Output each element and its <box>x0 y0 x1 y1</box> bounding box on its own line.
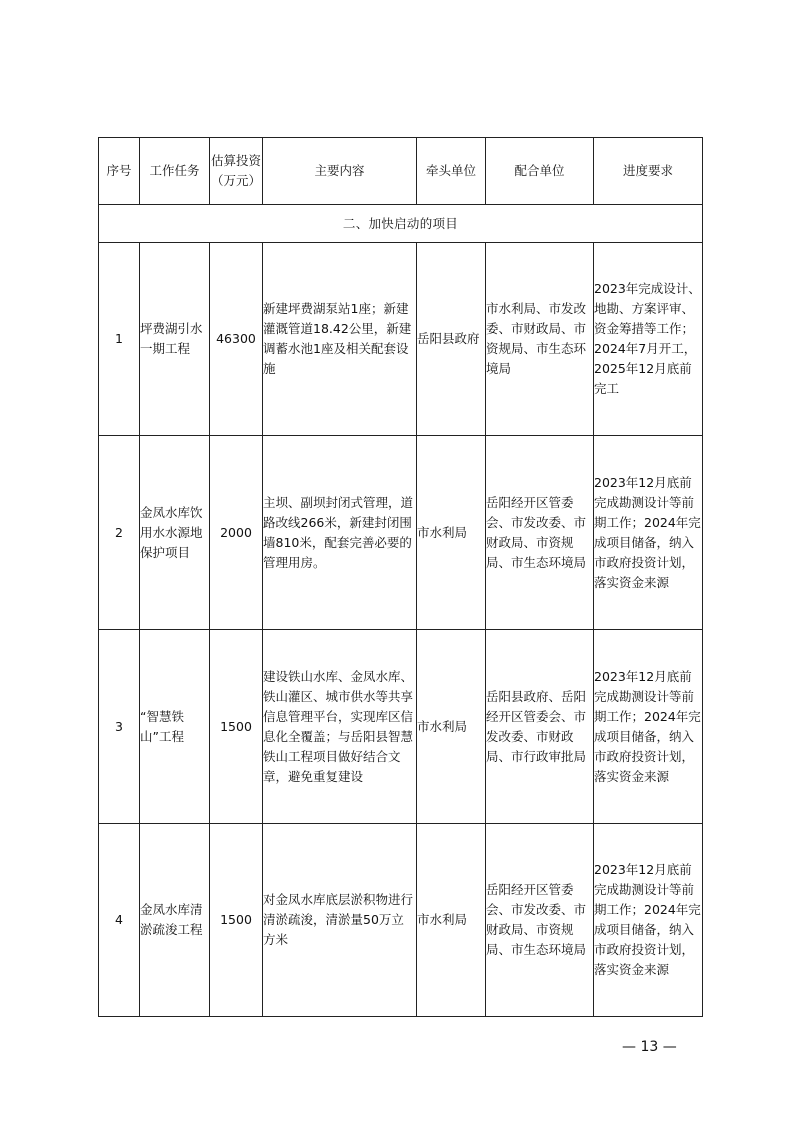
header-content: 主要内容 <box>263 138 417 205</box>
row-partner-units: 岳阳经开区管委会、市发改委、市财政局、市资规局、市生态环境局 <box>486 824 594 1017</box>
section-title: 二、加快启动的项目 <box>99 205 703 243</box>
row-progress: 2023年12月底前完成勘测设计等前期工作；2024年完成项目储备，纳入市政府投资计划，落实资金来源 <box>594 824 703 1017</box>
header-index: 序号 <box>99 138 140 205</box>
row-progress: 2023年完成设计、地勘、方案评审、资金筹措等工作；2024年7月开工，2025年12月底前完工 <box>594 243 703 436</box>
row-content: 建设铁山水库、金凤水库、铁山灌区、城市供水等共享信息管理平台，实现库区信息化全覆盖；与岳阳县智慧铁山工程项目做好结合文章，避免重复建设 <box>263 630 417 824</box>
header-task: 工作任务 <box>140 138 210 205</box>
header-progress: 进度要求 <box>594 138 703 205</box>
row-lead-unit: 市水利局 <box>417 630 486 824</box>
row-lead-unit: 市水利局 <box>417 436 486 630</box>
row-task: 金凤水库清淤疏浚工程 <box>140 824 210 1017</box>
header-lead-unit: 牵头单位 <box>417 138 486 205</box>
table-row <box>99 243 703 436</box>
row-task: 金凤水库饮用水水源地保护项目 <box>140 436 210 630</box>
row-progress: 2023年12月底前完成勘测设计等前期工作；2024年完成项目储备，纳入市政府投资计划，落实资金来源 <box>594 630 703 824</box>
row-index: 1 <box>99 243 140 436</box>
page-number: — 13 — <box>622 1039 677 1055</box>
row-investment: 1500 <box>210 824 263 1017</box>
row-task: “智慧铁山”工程 <box>140 630 210 824</box>
row-partner-units: 岳阳县政府、岳阳经开区管委会、市发改委、市财政局、市行政审批局 <box>486 630 594 824</box>
table-row <box>99 630 703 824</box>
row-lead-unit: 市水利局 <box>417 824 486 1017</box>
header-investment: 估算投资（万元） <box>210 138 263 205</box>
row-progress: 2023年12月底前完成勘测设计等前期工作；2024年完成项目储备，纳入市政府投资计划，落实资金来源 <box>594 436 703 630</box>
row-content: 新建坪费湖泵站1座；新建灌溉管道18.42公里，新建调蓄水池1座及相关配套设施 <box>263 243 417 436</box>
row-index: 2 <box>99 436 140 630</box>
row-investment: 1500 <box>210 630 263 824</box>
row-investment: 46300 <box>210 243 263 436</box>
section-row <box>99 205 703 243</box>
header-row <box>99 138 703 205</box>
row-lead-unit: 岳阳县政府 <box>417 243 486 436</box>
table-row <box>99 824 703 1017</box>
row-content: 主坝、副坝封闭式管理，道路改线266米，新建封闭围墙810米，配套完善必要的管理用房。 <box>263 436 417 630</box>
row-index: 4 <box>99 824 140 1017</box>
row-investment: 2000 <box>210 436 263 630</box>
table-row <box>99 436 703 630</box>
row-partner-units: 市水利局、市发改委、市财政局、市资规局、市生态环境局 <box>486 243 594 436</box>
row-content: 对金凤水库底层淤积物进行清淤疏浚，清淤量50万立方米 <box>263 824 417 1017</box>
row-index: 3 <box>99 630 140 824</box>
row-task: 坪费湖引水一期工程 <box>140 243 210 436</box>
header-partner-units: 配合单位 <box>486 138 594 205</box>
project-table <box>98 137 703 1017</box>
row-partner-units: 岳阳经开区管委会、市发改委、市财政局、市资规局、市生态环境局 <box>486 436 594 630</box>
